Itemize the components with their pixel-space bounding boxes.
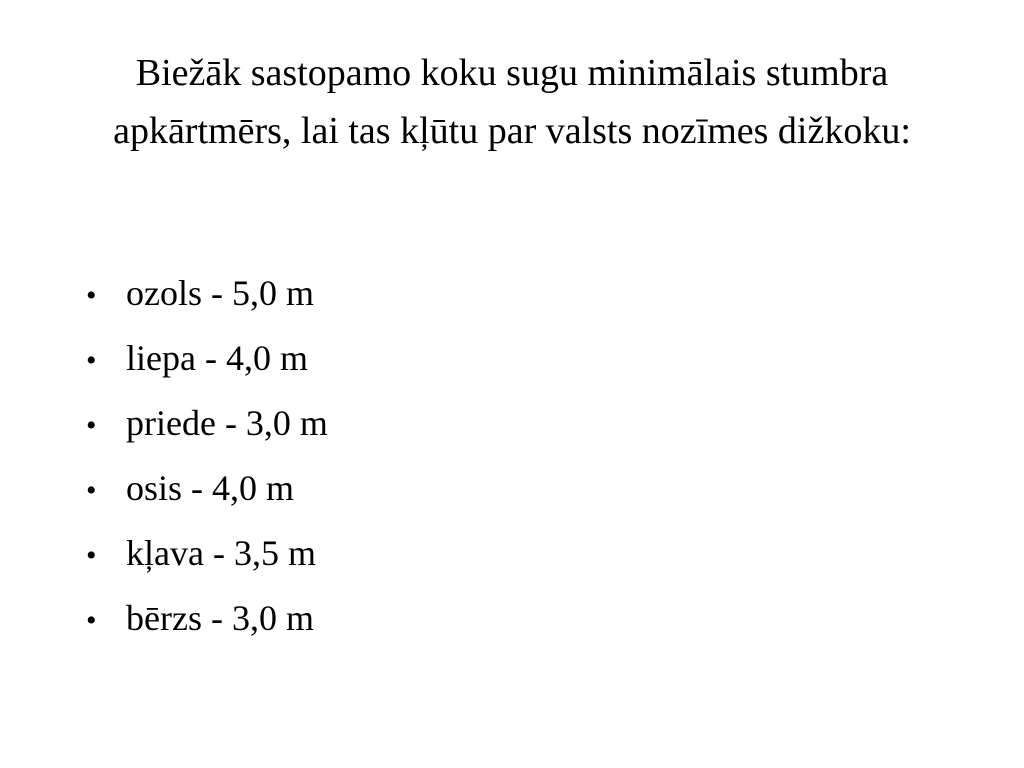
slide-title: Biežāk sastopamo koku sugu minimālais stumbra apkārtmērs, lai tas kļūtu par valsts nozīmes dižkoku: [113,52,911,152]
bullet-icon: • [86,279,97,312]
list-item-label: ozols - 5,0 m [126,273,314,313]
bullet-icon: • [86,539,97,572]
bullet-icon: • [86,344,97,377]
bullet-icon: • [86,474,97,507]
list-item-label: liepa - 4,0 m [126,338,308,378]
bullet-list [86,264,786,654]
list-item [86,589,786,654]
bullet-icon: • [86,604,97,637]
list-item [86,459,786,524]
list-item-label: osis - 4,0 m [126,468,295,508]
list-item [86,264,786,329]
list-item [86,329,786,394]
list-item [86,524,786,589]
list-item-label: bērzs - 3,0 m [126,598,314,638]
bullet-icon: • [86,409,97,442]
list-item-label: kļava - 3,5 m [126,533,316,573]
list-item [86,394,786,459]
list-item-label: priede - 3,0 m [126,403,328,443]
